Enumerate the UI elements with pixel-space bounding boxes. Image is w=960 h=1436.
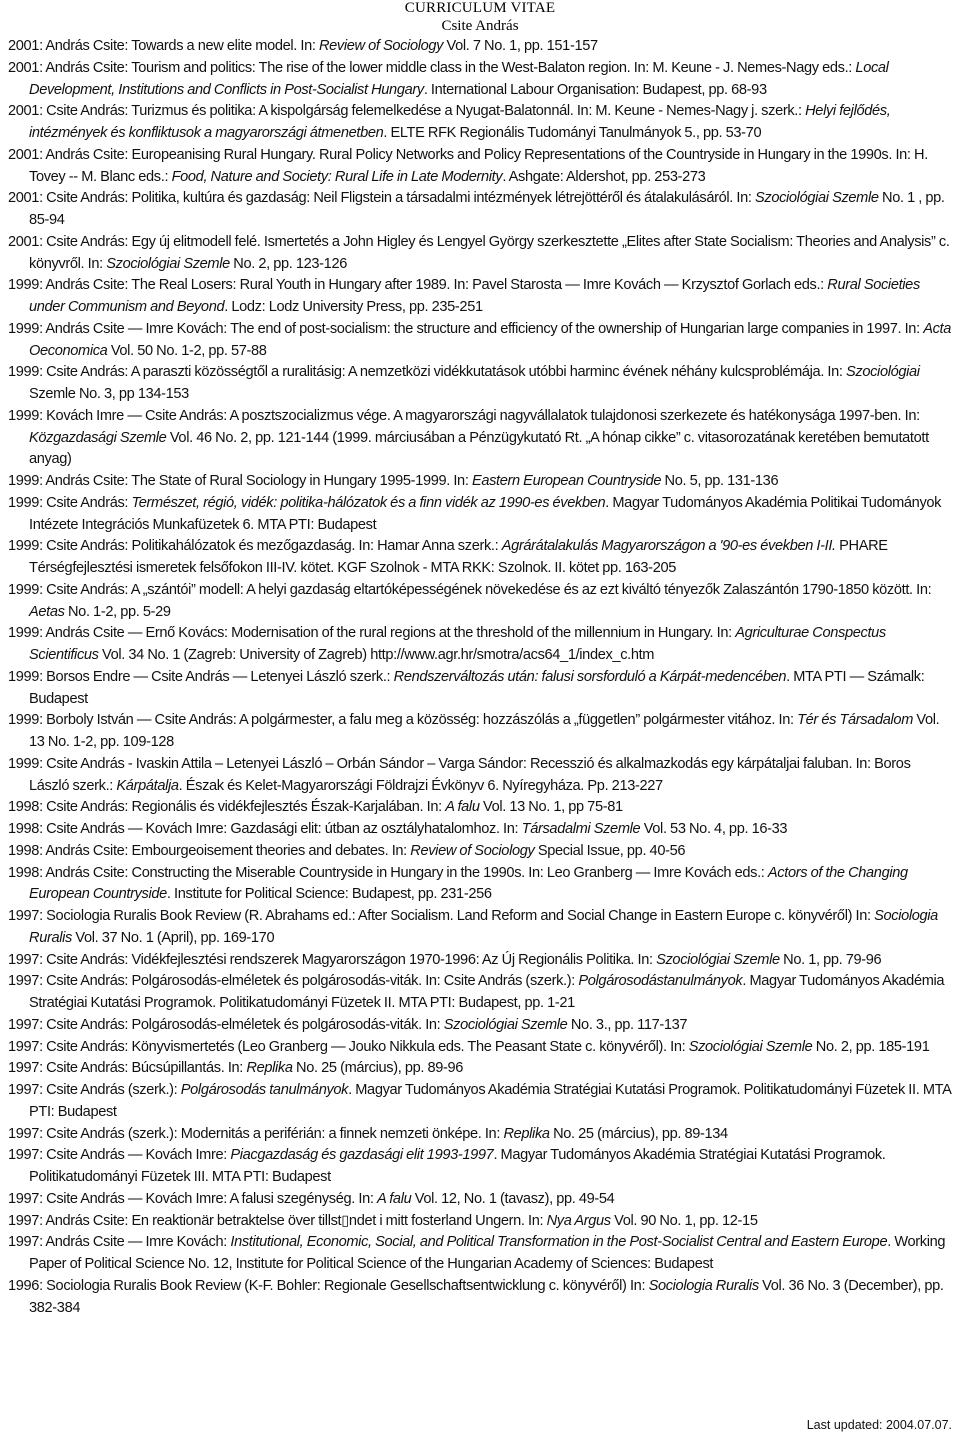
publication-source-title: Institutional, Economic, Social, and Political Transformation in the Post-Socialist Central and Eastern Europe <box>230 1234 888 1251</box>
publication-entry <box>8 1145 952 1189</box>
publication-entry <box>8 493 952 537</box>
publication-source-title: Szociológiai Szemle <box>443 1016 568 1033</box>
publication-text: Vol. 90 No. 1, pp. 12-15 <box>610 1212 758 1229</box>
publication-text: Special Issue, pp. 40-56 <box>534 842 686 859</box>
publication-text: 1999: Csite András: A paraszti közösségtől a ruralitásig: A nemzetközi vidékkutatások utóbbi harminc évének néhány kulcsproblémája. In: <box>8 364 847 381</box>
publication-source-title: Acta Oeconomica <box>29 320 951 359</box>
publication-text: 1999: Csite András - Ivaskin Attila – Letenyei László – Orbán Sándor – Varga Sándor: Recesszió és alkalmazkodás egy kárpátaljai faluban. In: Boros László szerk.: <box>8 755 911 794</box>
publication-text: 1999: Kovách Imre — Csite András: A posztszocializmus vége. A magyarországi nagyvállalatok tulajdonosi szerkezete és hatékonysága 1997-ben. In: <box>8 407 920 424</box>
publication-text: Vol. 46 No. 2, pp. 121-144 (1999. márciusában a Pénzügykutató Rt. „A hónap cikke” c. vitasorozatának keretében bemutatott anyag) <box>29 429 929 468</box>
publication-text: 1997: Csite András: Vidékfejlesztési rendszerek Magyarországon 1970-1996: Az Új Regionális Politika. In: <box>8 951 657 968</box>
publication-source-title: Eastern European Countryside <box>471 473 662 489</box>
publication-text: No. 25 (március), pp. 89-134 <box>549 1125 728 1142</box>
publication-source-title: Agriculturae Conspectus Scientificus <box>29 625 886 663</box>
publication-text: No. 25 (március), pp. 89-96 <box>292 1060 464 1077</box>
publication-source-title: Szociológiai Szemle <box>106 255 230 272</box>
publication-text: 1997: Csite András (szerk.): Modernitás a periférián: a finnek nemzeti önképe. In: <box>8 1125 504 1142</box>
publication-entry <box>8 580 952 624</box>
publication-entry <box>8 623 952 667</box>
publication-source-title: Szociológiai Szemle <box>754 190 879 207</box>
publication-text: 1997: András Csite: En reaktionär betraktelse över tillst▯ndet i mitt fosterland Ungern. In: <box>8 1212 547 1229</box>
publication-text: . Észak és Kelet-Magyarországi Földrajzi Évkönyv 6. Nyíregyháza. Pp. 213-227 <box>178 777 663 794</box>
publication-text: . Magyar Tudományos Akadémia Stratégiai Kutatási Programok. Politikatudományi Füzetek III. MTA PTI: Budapest <box>29 1147 886 1185</box>
publication-entry <box>8 36 952 58</box>
publication-text: No. 5, pp. 131-136 <box>661 473 779 489</box>
publication-source-title: Nya Argus <box>546 1212 611 1229</box>
publication-text: No. 2, pp. 185-191 <box>812 1038 930 1055</box>
publication-text: 2001: Csite András: Turizmus és politika: A kispolgárság felemelkedése a Nyugat-Balatonnál. In: M. Keune - Nemes-Nagy j. szerk.: <box>8 103 806 120</box>
publication-entry <box>8 58 952 102</box>
author-name: Csite András <box>441 18 519 34</box>
publication-source-title: Actors of the Changing European Countryside <box>29 864 908 903</box>
publication-text: Vol. 36 No. 3 (December), pp. 382-384 <box>29 1277 944 1316</box>
publication-entry <box>8 950 952 972</box>
publication-entry <box>8 906 952 950</box>
publication-source-title: Replika <box>503 1125 550 1142</box>
publication-text: 1999: Borboly István — Csite András: A polgármester, a falu meg a közösség: hozzászólás a „független” polgármester vitához. In: <box>8 712 798 729</box>
publication-list <box>8 36 952 1319</box>
publication-text: 1997: Sociologia Ruralis Book Review (R. Abrahams ed.: After Socialism. Land Reform and Social Change in Eastern Europe c. könyvéről) In: <box>8 908 875 924</box>
publication-source-title: Tér és Társadalom <box>797 712 914 729</box>
publication-entry <box>8 1211 952 1233</box>
publication-text: 1998: András Csite: Embourgeoisement theories and debates. In: <box>8 842 411 859</box>
publication-text: . Lodz: Lodz University Press, pp. 235-251 <box>224 299 483 315</box>
publication-source-title: Rendszerváltozás után: falusi sorsforduló a Kárpát-medencében <box>393 668 787 685</box>
publication-source-title: Társadalmi Szemle <box>521 821 641 837</box>
publication-entry <box>8 145 952 189</box>
publication-text: Vol. 12, No. 1 (tavasz), pp. 49-54 <box>411 1190 615 1207</box>
page-header <box>8 0 952 35</box>
publication-entry <box>8 1189 952 1211</box>
publication-text: Vol. 13 No. 1-2, pp. 109-128 <box>29 712 940 750</box>
publication-entry <box>8 101 952 145</box>
publication-text: Szemle No. 3, pp 134-153 <box>29 386 189 402</box>
publication-text: Vol. 13 No. 1, pp 75-81 <box>479 799 623 816</box>
publication-text: Vol. 7 No. 1, pp. 151-157 <box>443 38 598 54</box>
publication-source-title: Review of Sociology <box>318 38 444 54</box>
document-title: CURRICULUM VITAE <box>404 0 556 16</box>
publication-source-title: Kárpátalja <box>116 777 179 794</box>
publication-entry <box>8 1232 952 1276</box>
publication-text: 2001: András Csite: Europeanising Rural Hungary. Rural Policy Networks and Policy Representations of the Countryside in Hungary in the 1990s. In: H. Tovey -- M. Blanc eds.: <box>8 146 928 185</box>
publication-text: . Institute for Political Science: Budapest, pp. 231-256 <box>166 886 492 903</box>
publication-source-title: Review of Sociology <box>410 842 535 859</box>
publication-source-title: A falu <box>445 799 480 816</box>
publication-entry <box>8 406 952 471</box>
publication-text: 1999: Borsos Endre — Csite András — Letenyei László szerk.: <box>8 668 394 685</box>
publication-entry <box>8 863 952 907</box>
publication-source-title: Replika <box>246 1060 293 1077</box>
publication-source-title: Helyi fejlődés, intézmények és konfliktusok a magyarországi átmenetben <box>29 103 891 141</box>
publication-text: 1999: András Csite — Ernő Kovács: Modernisation of the rural regions at the threshold of the millennium in Hungary. In: <box>8 625 736 642</box>
publication-text: 1997: Csite András — Kovách Imre: <box>8 1147 231 1164</box>
publication-text: . ELTE RFK Regionális Tudományi Tanulmányok 5., pp. 53-70 <box>383 125 762 141</box>
publication-text: 1997: Csite András — Kovách Imre: A falusi szegénység. In: <box>8 1190 377 1207</box>
publication-text: No. 1 , pp. 85-94 <box>29 190 945 228</box>
publication-text: 1997: András Csite — Imre Kovách: <box>8 1234 231 1251</box>
publication-entry <box>8 841 952 863</box>
publication-source-title: Polgárosodás tanulmányok <box>180 1082 349 1098</box>
publication-text: 2001: Csite András: Egy új elitmodell felé. Ismertetés a John Higley és Lengyel György szerkesztette „Elites after State Socialism: Theories and Analysis” c. könyvről. In: <box>8 233 950 272</box>
publication-entry <box>8 275 952 319</box>
publication-text: . Magyar Tudományos Akadémia Stratégiai Kutatási Programok. Politikatudományi Füzetek II. MTA PTI: Budapest, pp. 1-21 <box>29 973 945 1011</box>
publication-text: No. 2, pp. 123-126 <box>229 255 347 272</box>
publication-text: 2001: András Csite: Towards a new elite model. In: <box>8 38 319 54</box>
publication-source-title: Szociológiai Szemle <box>688 1038 813 1055</box>
publication-text: Vol. 34 No. 1 (Zagreb: University of Zagreb) http://www.agr.hr/smotra/acs64_1/index_c.htm <box>98 647 655 663</box>
publication-text: No. 3., pp. 117-137 <box>567 1016 688 1033</box>
publication-text: 1997: Csite András: Polgárosodás-elméletek és polgárosodás-viták. In: Csite András (szerk.): <box>8 973 579 990</box>
publication-text: 1996: Sociologia Ruralis Book Review (K-F. Bohler: Regionale Gesellschaftsentwicklung c. könyvéről) In: <box>8 1277 649 1294</box>
publication-source-title: Food, Nature and Society: Rural Life in Late Modernity <box>171 168 503 185</box>
publication-text: 2001: András Csite: Tourism and politics: The rise of the lower middle class in the West-Balaton region. In: M. Keune - J. Nemes-Nagy eds.: <box>8 59 856 76</box>
publication-source-title: Rural Societies under Communism and Beyond <box>29 277 920 315</box>
publication-text: 1999: András Csite: The State of Rural Sociology in Hungary 1995-1999. In: <box>8 473 472 489</box>
publication-text: 1997: Csite András: Könyvismertetés (Leo Granberg — Jouko Nikkula eds. The Peasant State c. könyvéről). In: <box>8 1038 689 1055</box>
publication-text: 1998: Csite András: Regionális és vidékfejlesztés Észak-Karjalában. In: <box>8 799 446 816</box>
publication-entry <box>8 1276 952 1320</box>
publication-source-title: Szociológiai Szemle <box>656 951 780 968</box>
publication-text: PHARE Térségfejlesztési ismeretek felsőfokon III-IV. kötet. KGF Szolnok - MTA RKK: Szolnok. II. kötet pp. 163-205 <box>29 538 888 576</box>
publication-text: . Magyar Tudományos Akadémia Stratégiai Kutatási Programok. Politikatudományi Füzetek II. MTA PTI: Budapest <box>29 1082 951 1120</box>
publication-entry <box>8 1058 952 1080</box>
publication-entry <box>8 667 952 711</box>
publication-text: 1997: Csite András: Polgárosodás-elméletek és polgárosodás-viták. In: <box>8 1016 444 1033</box>
publication-entry <box>8 710 952 754</box>
publication-source-title: Polgárosodástanulmányok <box>578 973 743 990</box>
publication-entry <box>8 1015 952 1037</box>
publication-text: 1997: Csite András: Búcsúpillantás. In: <box>8 1060 247 1077</box>
publication-text: 2001: Csite András: Politika, kultúra és gazdaság: Neil Fligstein a társadalmi intézmények létrejöttéről és átalakulásáról. In: <box>8 190 755 207</box>
publication-text: No. 1, pp. 79-96 <box>779 951 882 968</box>
publication-text: Vol. 53 No. 4, pp. 16-33 <box>640 821 788 837</box>
publication-entry <box>8 536 952 580</box>
publication-text: 1997: Csite András (szerk.): <box>8 1082 181 1098</box>
publication-entry <box>8 362 952 406</box>
publication-entry <box>8 797 952 819</box>
publication-text: 1999: Csite András: A „szántói” modell: A helyi gazdaság eltartóképességének növekedése és az ezt kiváltó tényezők Zalaszántón 1790-1850 között. In: <box>8 581 932 598</box>
publication-source-title: Piacgazdaság és gazdasági elit 1993-1997 <box>230 1147 494 1164</box>
publication-entry <box>8 1037 952 1059</box>
publication-source-title: Agrárátalakulás Magyarországon a '90-es években I-II. <box>501 538 836 555</box>
publication-text: 1999: András Csite: The Real Losers: Rural Youth in Hungary after 1989. In: Pavel Starosta — Imre Kovách — Krzysztof Gorlach eds.: <box>8 277 828 294</box>
publication-entry <box>8 1080 952 1124</box>
publication-text: . Working Paper of Political Science No. 12, Institute for Political Science of the Hungarian Academy of Sciences: Budapest <box>29 1234 946 1272</box>
publication-source-title: Közgazdasági Szemle <box>29 429 167 446</box>
publication-text: 1999: András Csite — Imre Kovách: The end of post-socialism: the structure and efficiency of the ownership of Hungarian large companies in 1997. In: <box>8 320 924 337</box>
publication-entry <box>8 1124 952 1146</box>
publication-source-title: Local Development, Institutions and Conflicts in Post-Socialist Hungary <box>29 59 889 98</box>
publication-text: 1999: Csite András: Politikahálózatok és mezőgazdaság. In: Hamar Anna szerk.: <box>8 538 502 555</box>
publication-source-title: Szociológiai <box>846 364 920 381</box>
publication-text: 1999: Csite András: <box>8 494 132 511</box>
publication-text: . Magyar Tudományos Akadémia Politikai Tudományok Intézete Integrációs Munkafüzetek 6. MTA PTI: Budapest <box>29 494 942 533</box>
publication-entry <box>8 819 952 841</box>
publication-entry <box>8 232 952 276</box>
publication-entry <box>8 754 952 798</box>
publication-text: 1998: Csite András — Kovách Imre: Gazdasági elit: útban az osztályhatalomhoz. In: <box>8 821 522 837</box>
publication-text: . International Labour Organisation: Budapest, pp. 68-93 <box>423 81 767 98</box>
publication-text: 1998: András Csite: Constructing the Miserable Countryside in Hungary in the 1990s. In: Leo Granberg — Imre Kovách eds.: <box>8 864 768 881</box>
publication-text: No. 1-2, pp. 5-29 <box>64 603 171 620</box>
last-updated: Last updated: 2004.07.07. <box>806 1418 952 1432</box>
publication-source-title: Természet, régió, vidék: politika-hálózatok és a finn vidék az 1990-es években <box>131 494 606 511</box>
publication-source-title: Aetas <box>29 603 65 620</box>
publication-entry <box>8 319 952 363</box>
publication-entry <box>8 188 952 232</box>
publication-entry <box>8 471 952 493</box>
publication-source-title: Sociologia Ruralis <box>29 908 938 946</box>
publication-text: Vol. 37 No. 1 (April), pp. 169-170 <box>71 929 275 946</box>
publication-source-title: Sociologia Ruralis <box>648 1277 759 1294</box>
publication-text: . Ashgate: Aldershot, pp. 253-273 <box>502 168 706 185</box>
publication-source-title: A falu <box>376 1190 412 1207</box>
publication-text: . MTA PTI — Számalk: Budapest <box>29 668 925 707</box>
publication-text: Vol. 50 No. 1-2, pp. 57-88 <box>107 342 267 359</box>
publication-entry <box>8 971 952 1015</box>
